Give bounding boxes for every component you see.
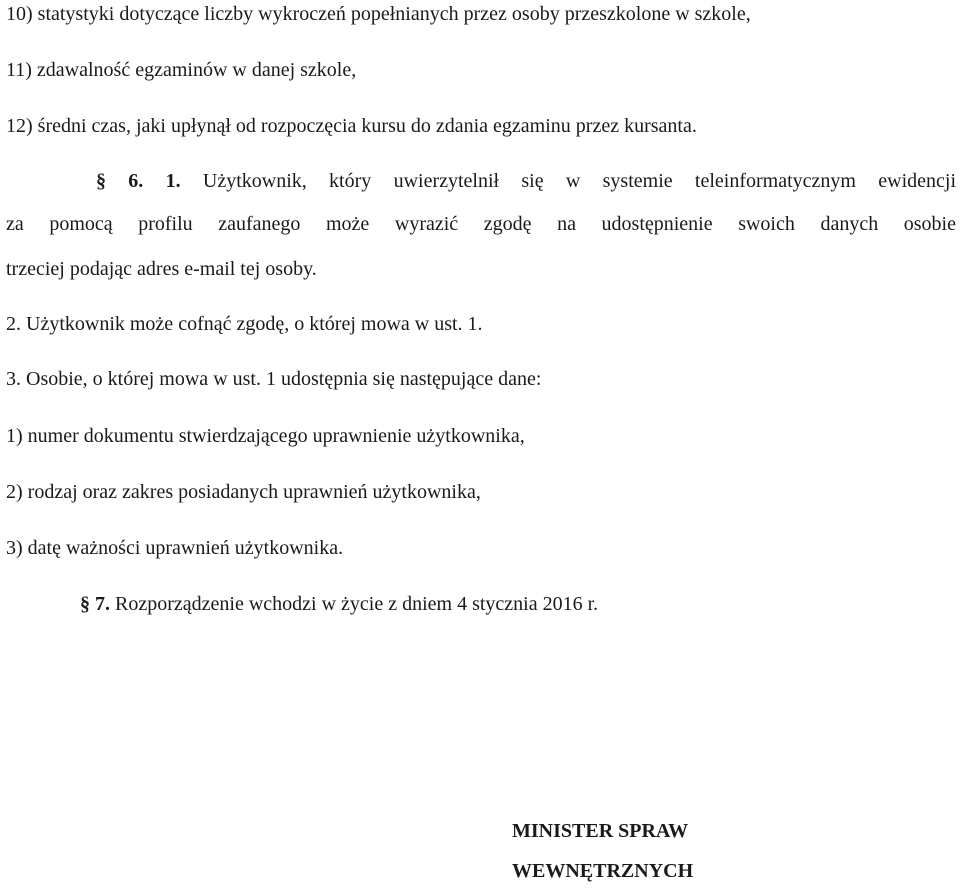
section-6-paragraph-1-line-1 — [96, 168, 956, 194]
section-6-paragraph-1-line-3: trzeciej podając adres e-mail tej osoby. — [6, 258, 317, 280]
signature-line-1: MINISTER SPRAW — [512, 820, 689, 842]
section-6-paragraph-3-item-3: 3) datę ważności uprawnień użytkownika. — [6, 537, 344, 559]
list-item-10: 10) statystyki dotyczące liczby wykroczeń popełnianych przez osoby przeszkolone w szkole, — [6, 3, 751, 25]
section-7-heading: § 7. — [80, 593, 110, 615]
section-6-heading: § 6. — [96, 170, 144, 192]
list-item-12: 12) średni czas, jaki upłynął od rozpoczęcia kursu do zdania egzaminu przez kursanta. — [6, 115, 697, 137]
section-7-paragraph — [80, 591, 598, 617]
section-6-paragraph-3: 3. Osobie, o której mowa w ust. 1 udostępnia się następujące dane: — [6, 368, 542, 390]
list-item-11: 11) zdawalność egzaminów w danej szkole, — [6, 59, 357, 81]
section-6-para-1-number: 1. — [165, 170, 181, 192]
section-6-paragraph-3-item-1: 1) numer dokumentu stwierdzającego uprawnienie użytkownika, — [6, 425, 525, 447]
section-6-paragraph-2: 2. Użytkownik może cofnąć zgodę, o której mowa w ust. 1. — [6, 313, 483, 335]
section-6-para-1-text: Użytkownik, który uwierzytelnił się w systemie teleinformatycznym ewidencji — [202, 170, 956, 192]
signature-line-2: WEWNĘTRZNYCH — [512, 860, 694, 882]
section-7-text: Rozporządzenie wchodzi w życie z dniem 4 stycznia 2016 r. — [115, 593, 599, 615]
section-6-paragraph-3-item-2: 2) rodzaj oraz zakres posiadanych uprawnień użytkownika, — [6, 481, 481, 503]
section-6-paragraph-1-line-2: za pomocą profilu zaufanego może wyrazić zgodę na udostępnienie swoich danych osobie — [6, 213, 956, 235]
